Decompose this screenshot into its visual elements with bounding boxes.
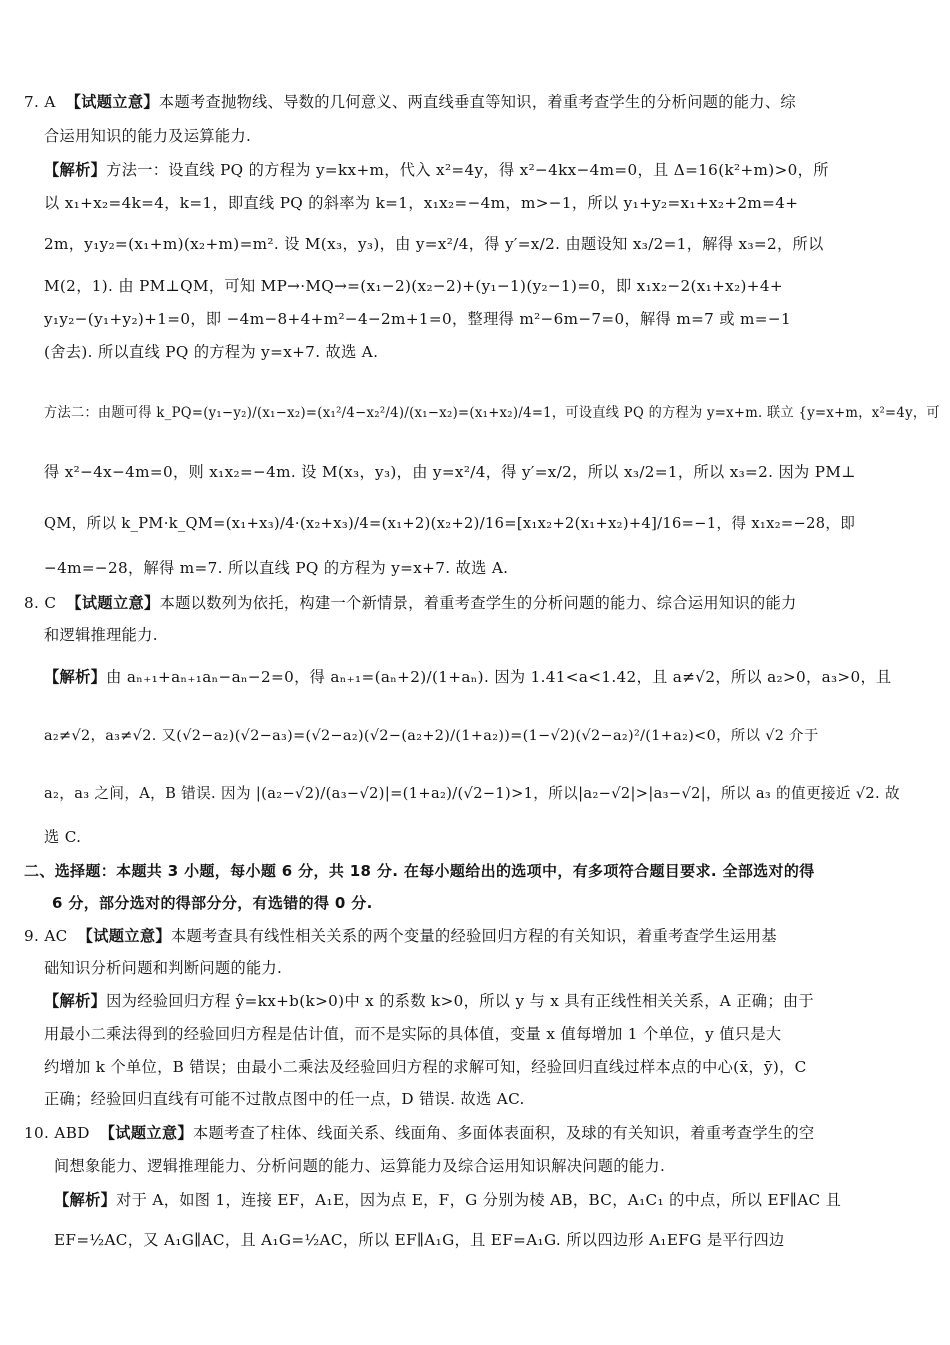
q7-m1-line-2: 以 x₁+x₂=4k=4，k=1，即直线 PQ 的斜率为 k=1，x₁x₂=−4m，m>−1，所以 y₁+y₂=x₁+x₂+2m=4+ (44, 194, 799, 212)
q8-intent-line-1 (24, 593, 797, 613)
q9-answer: 9. AC (24, 927, 68, 945)
section2-heading-line-2: 6 分，部分选对的得部分分，有选错的得 0 分. (52, 894, 373, 912)
q8-analysis-line-1 (44, 667, 892, 687)
q10-analysis-label: 【解析】 (54, 1191, 117, 1209)
q7-analysis-line-1 (44, 160, 829, 180)
q10-intent-line-2: 间想象能力、逻辑推理能力、分析问题的能力、运算能力及综合运用知识解决问题的能力. (54, 1157, 666, 1175)
q9-analysis-line-3: 约增加 k 个单位，B 错误；由最小二乘法及经验回归方程的求解可知，经验回归直线过样本点的中心(x̄，ȳ)，C (44, 1058, 807, 1076)
q7-intent-line-1 (24, 92, 796, 112)
q9-analysis-line-1 (44, 991, 814, 1011)
q8-intent-text-1: 本题以数列为依托，构建一个新情景，着重考查学生的分析问题的能力、综合运用知识的能力 (159, 594, 797, 612)
q9-analysis-text-1: 因为经验回归方程 ŷ=kx+b(k>0)中 x 的系数 k>0，所以 y 与 x 具有正线性相关关系，A 正确；由于 (106, 992, 814, 1010)
q9-analysis-line-4: 正确；经验回归直线有可能不过散点图中的任一点，D 错误. 故选 AC. (44, 1090, 525, 1108)
q8-analysis-line-4: 选 C. (44, 828, 82, 846)
q10-answer: 10. ABD (24, 1124, 90, 1142)
q8-intent-label: 【试题立意】 (66, 594, 160, 612)
q7-m2-line-1: 方法二：由题可得 k_PQ=(y₁−y₂)/(x₁−x₂)=(x₁²/4−x₂²/4)/(x₁−x₂)=(x₁+x₂)/4=1，可设直线 PQ 的方程为 y=x+m. 联立 {y=x+m，x²=4y，可 (44, 405, 940, 421)
q10-intent-line-1 (24, 1123, 814, 1143)
q7-m1-line-4: M(2，1). 由 PM⊥QM，可知 MP→·MQ→=(x₁−2)(x₂−2)+(y₁−1)(y₂−1)=0，即 x₁x₂−2(x₁+x₂)+4+ (44, 277, 783, 295)
q8-analysis-label: 【解析】 (44, 668, 107, 686)
q10-intent-label: 【试题立意】 (99, 1124, 193, 1142)
q9-analysis-line-2: 用最小二乘法得到的经验回归方程是估计值，而不是实际的具体值，变量 x 值每增加 1 个单位，y 值只是大 (44, 1025, 782, 1043)
q7-answer: 7. A (24, 93, 56, 111)
q7-m2-line-3: QM，所以 k_PM·k_QM=(x₁+x₃)/4·(x₂+x₃)/4=(x₁+2)(x₂+2)/16=[x₁x₂+2(x₁+x₂)+4]/16=−1，得 x₁x₂=−28，即 (44, 515, 856, 532)
q10-intent-text-1: 本题考查了柱体、线面关系、线面角、多面体表面积，及球的有关知识，着重考查学生的空 (192, 1124, 815, 1142)
q7-m1-text-1: 方法一：设直线 PQ 的方程为 y=kx+m，代入 x²=4y，得 x²−4kx−4m=0，且 Δ=16(k²+m)>0，所 (106, 161, 829, 179)
q9-intent-label: 【试题立意】 (77, 927, 171, 945)
q9-analysis-label: 【解析】 (44, 992, 107, 1010)
q7-m2-line-2: 得 x²−4x−4m=0，则 x₁x₂=−4m. 设 M(x₃，y₃)，由 y=x²/4，得 y′=x/2，所以 x₃/2=1，所以 x₃=2. 因为 PM⊥ (44, 463, 856, 481)
q8-intent-line-2: 和逻辑推理能力. (44, 626, 158, 644)
q8-answer: 8. C (24, 594, 57, 612)
section2-heading-line-1: 二、选择题：本题共 3 小题，每小题 6 分，共 18 分. 在每小题给出的选项中，有多项符合题目要求. 全部选对的得 (24, 862, 815, 880)
q7-m1-line-6: (舍去). 所以直线 PQ 的方程为 y=x+7. 故选 A. (44, 343, 379, 361)
q9-intent-line-1 (24, 926, 777, 946)
q7-intent-label: 【试题立意】 (65, 93, 159, 111)
q7-m1-line-3: 2m，y₁y₂=(x₁+m)(x₂+m)=m². 设 M(x₃，y₃)，由 y=x²/4，得 y′=x/2. 由题设知 x₃/2=1，解得 x₃=2，所以 (44, 235, 824, 253)
q9-intent-line-2: 础知识分析问题和判断问题的能力. (44, 959, 283, 977)
q8-analysis-line-2: a₂≠√2，a₃≠√2. 又(√2−a₂)(√2−a₃)=(√2−a₂)(√2−(a₂+2)/(1+a₂))=(1−√2)(√2−a₂)²/(1+a₂)<0，所以 √2 介于 (44, 728, 819, 744)
q7-analysis-label: 【解析】 (44, 161, 107, 179)
q10-analysis-line-2: EF=½AC，又 A₁G∥AC，且 A₁G=½AC，所以 EF∥A₁G，且 EF=A₁G. 所以四边形 A₁EFG 是平行四边 (54, 1231, 785, 1249)
q7-intent-line-2: 合运用知识的能力及运算能力. (44, 127, 252, 145)
q10-analysis-line-1 (54, 1190, 841, 1210)
q9-intent-text-1: 本题考查具有线性相关关系的两个变量的经验回归方程的有关知识，着重考查学生运用基 (170, 927, 777, 945)
q7-intent-text-1: 本题考查抛物线、导数的几何意义、两直线垂直等知识，着重考查学生的分析问题的能力、综 (158, 93, 796, 111)
q7-m1-line-5: y₁y₂−(y₁+y₂)+1=0，即 −4m−8+4+m²−4−2m+1=0，整理得 m²−6m−7=0，解得 m=7 或 m=−1 (44, 310, 791, 328)
q10-analysis-text-1: 对于 A，如图 1，连接 EF，A₁E，因为点 E，F，G 分别为棱 AB，BC，A₁C₁ 的中点，所以 EF∥AC 且 (116, 1191, 842, 1209)
q8-analysis-text-1: 由 aₙ₊₁+aₙ₊₁aₙ−aₙ−2=0，得 aₙ₊₁=(aₙ+2)/(1+aₙ). 因为 1.41<a<1.42，且 a≠√2，所以 a₂>0，a₃>0，且 (106, 668, 892, 686)
q8-analysis-line-3: a₂，a₃ 之间，A，B 错误. 因为 |(a₂−√2)/(a₃−√2)|=(1+a₂)/(√2−1)>1，所以|a₂−√2|>|a₃−√2|，所以 a₃ 的值更接近 √2. 故 (44, 785, 900, 802)
q7-m2-line-4: −4m=−28，解得 m=7. 所以直线 PQ 的方程为 y=x+7. 故选 A. (44, 559, 509, 577)
